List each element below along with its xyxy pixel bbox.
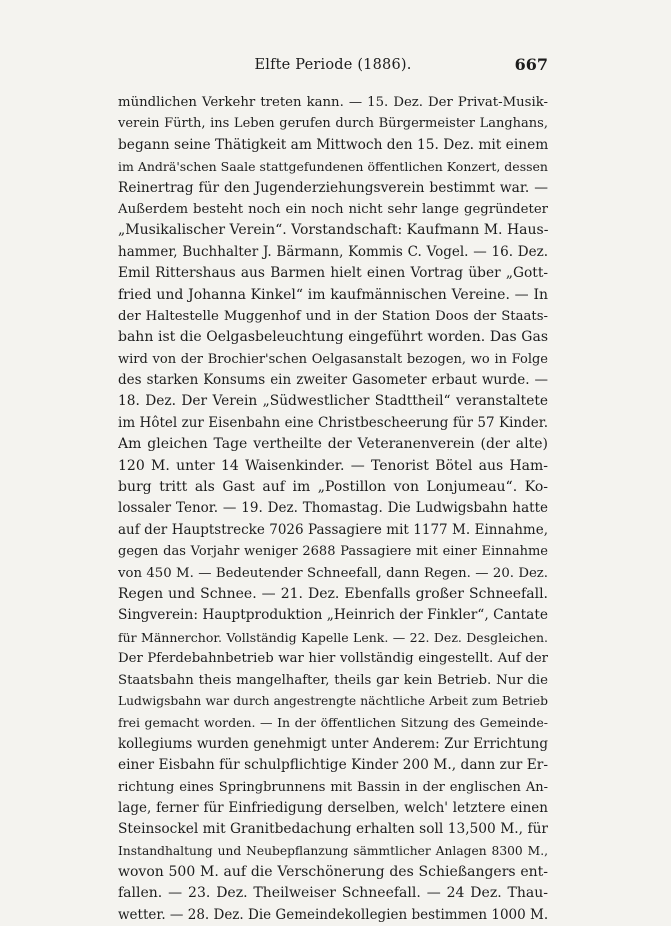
text-line: wird von der Brochier'schen Oelgasanstalt bezogen, wo in Folge (118, 351, 548, 367)
text-line: 120 M. unter 14 Waisenkinder. — Tenorist Bötel aus Ham- (118, 457, 548, 474)
text-line: „Musikalischer Verein“. Vorstandschaft: Kaufmann M. Haus- (118, 222, 548, 239)
text-line: Emil Rittershaus aus Barmen hielt einen Vortrag über „Gott- (118, 265, 548, 282)
text-line: hammer, Buchhalter J. Bärmann, Kommis C. Vogel. — 16. Dez. (118, 243, 548, 260)
text-line: wetter. — 28. Dez. Die Gemeindekollegien bestimmen 1000 M. (118, 906, 548, 923)
text-line: lage, ferner für Einfriedigung derselben, welch' letztere einen (118, 799, 548, 816)
text-line: im Andrä'schen Saale stattgefundenen öffentlichen Konzert, dessen (118, 159, 548, 175)
running-head: Elfte Periode (1886). (254, 57, 412, 73)
text-line: richtung eines Springbrunnens mit Bassin in der englischen An- (118, 779, 548, 795)
text-line: bahn ist die Oelgasbeleuchtung eingeführt worden. Das Gas (118, 329, 548, 346)
text-line: Der Pferdebahnbetrieb war hier vollständig eingestellt. Auf der (118, 651, 548, 667)
text-line: Regen und Schnee. — 21. Dez. Ebenfalls großer Schneefall. (118, 585, 548, 602)
text-line: Instandhaltung und Neubepflanzung sämmtlicher Anlagen 8300 M., (118, 843, 548, 858)
text-line: im Hôtel zur Eisenbahn eine Christbescheerung für 57 Kinder. (118, 414, 548, 431)
text-line: frei gemacht worden. — In der öffentlichen Sitzung des Gemeinde- (118, 715, 548, 731)
text-line: einer Eisbahn für schulpflichtige Kinder 200 M., dann zur Er- (118, 757, 548, 774)
text-line: Staatsbahn theis mangelhafter, theils gar kein Betrieb. Nur die (118, 672, 548, 688)
text-line: gegen das Vorjahr weniger 2688 Passagiere mit einer Einnahme (118, 544, 548, 560)
text-line: Am gleichen Tage vertheilte der Veteranenverein (der alte) (118, 436, 548, 453)
text-line: von 450 M. — Bedeutender Schneefall, dann Regen. — 20. Dez. (118, 565, 548, 581)
text-line: Reinertrag für den Jugenderziehungsverein bestimmt war. — (118, 179, 548, 196)
text-line: Singverein: Hauptproduktion „Heinrich der Finkler“, Cantate (118, 607, 548, 624)
text-line: burg tritt als Gast auf im „Postillon von Lonjumeau“. Ko- (118, 479, 548, 496)
text-line: 18. Dez. Der Verein „Südwestlicher Stadttheil“ veranstaltete (118, 393, 548, 410)
text-line: mündlichen Verkehr treten kann. — 15. Dez. Der Privat-Musik- (118, 95, 548, 110)
text-line: wovon 500 M. auf die Verschönerung des Schießangers ent- (118, 864, 548, 881)
text-line: lossaler Tenor. — 19. Dez. Thomastag. Die Ludwigsbahn hatte (118, 500, 548, 517)
text-line: begann seine Thätigkeit am Mittwoch den 15. Dez. mit einem (118, 136, 548, 153)
body-text (118, 92, 548, 926)
text-line: fried und Johanna Kinkel“ im kaufmännischen Vereine. — In (118, 286, 548, 303)
page-number: 667 (514, 55, 548, 74)
text-line: des starken Konsums ein zweiter Gasometer erbaut wurde. — (118, 372, 548, 389)
page-header (118, 55, 548, 79)
text-line: auf der Hauptstrecke 7026 Passagiere mit 1177 M. Einnahme, (118, 521, 548, 538)
text-line: Steinsockel mit Granitbedachung erhalten soll 13,500 M., für (118, 821, 548, 838)
text-line: für Männerchor. Vollständig Kapelle Lenk. — 22. Dez. Desgleichen. (118, 629, 548, 645)
text-line: kollegiums wurden genehmigt unter Anderem: Zur Errichtung (118, 735, 548, 752)
text-line: verein Fürth, ins Leben gerufen durch Bürgermeister Langhans, (118, 116, 548, 132)
text-line: der Haltestelle Muggenhof und in der Station Doos der Staats- (118, 308, 548, 324)
text-line: Außerdem besteht noch ein noch nicht sehr lange gegründeter (118, 201, 548, 217)
text-line: fallen. — 23. Dez. Theilweiser Schneefall. — 24 Dez. Thau- (118, 885, 548, 902)
text-line: Ludwigsbahn war durch angestrengte nächtliche Arbeit zum Betrieb (118, 693, 548, 708)
